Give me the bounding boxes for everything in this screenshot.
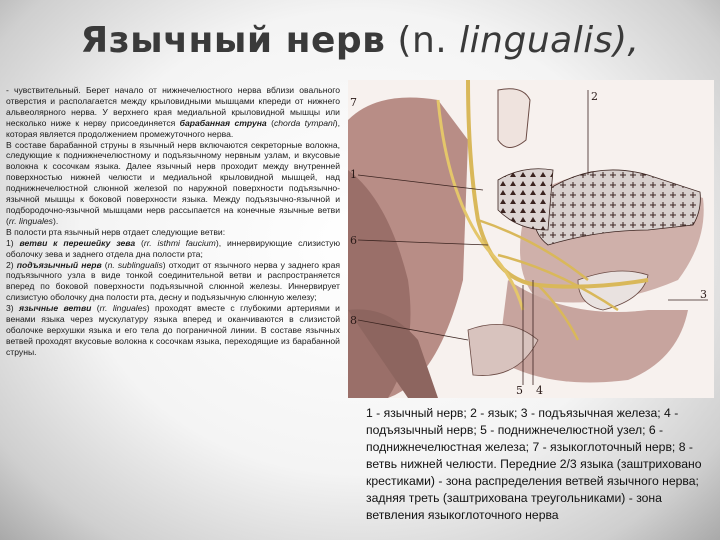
p5-num: 2) bbox=[6, 259, 17, 270]
paragraph-6 bbox=[6, 303, 340, 358]
p1-latin: chorda tympani bbox=[273, 117, 335, 128]
anatomy-illustration bbox=[348, 80, 714, 398]
p6-paren: ( bbox=[91, 303, 100, 314]
p6-num: 3) bbox=[6, 303, 20, 314]
p1-term: барабанная струна bbox=[179, 117, 267, 128]
p5-term: подъязычный нерв bbox=[16, 259, 102, 270]
label-4: 4 bbox=[536, 384, 543, 397]
title-latin: lingualis), bbox=[459, 20, 640, 61]
paragraph-4 bbox=[6, 238, 340, 260]
p1-tail: ), которая является продолжением промежуточного нерва. bbox=[6, 117, 340, 139]
label-6: 6 bbox=[350, 234, 357, 247]
figure-caption: 1 - язычный нерв; 2 - язык; 3 - подъязычная железа; 4 - подъязычный нерв; 5 - поднижнечелюстной узел; 6 - поднижнечелюстная железа; 7 - языкоглоточный нерв; 8 - ветвь нижней челюсти. Передние 2/3 языка (заштриховано крестиками) - зона распределения ветвей язычного нерва; задняя треть (заштрихована треугольниками) - зона ветвления языкоглоточного нерва bbox=[366, 406, 702, 522]
lingual-nerve-drawing bbox=[348, 80, 714, 398]
title-main: Язычный нерв bbox=[80, 20, 386, 61]
p1-text: - чувствительный. Берет начало от нижнечелюстного нерва вблизи овального отверстия и располагается между крыловидными мышцами кпереди от нижнего альвеолярного нерва. У верхнего края медиальной крыловидной мышцы или несколько ниже к нерву присоединяется bbox=[6, 85, 340, 128]
label-2: 2 bbox=[591, 90, 598, 103]
p5-paren: ( bbox=[101, 259, 108, 270]
p4-paren: ( bbox=[135, 237, 144, 248]
p6-term: язычные ветви bbox=[19, 303, 92, 314]
label-3: 3 bbox=[700, 288, 707, 301]
p4-latin: rr. isthmi faucium bbox=[143, 237, 216, 248]
p4-tail: ), иннервирующие слизистую оболочку зева и заднего отдела дна полости рта; bbox=[6, 237, 341, 259]
p5-latin: n. sublingualis bbox=[107, 259, 163, 270]
title-paren: (n. bbox=[385, 20, 460, 61]
p1-paren: ( bbox=[266, 117, 274, 128]
p6-tail: ) проходят вместе с глубокими артериями и венами языка через мускулатуру языка вперед и оканчиваются в слизистой оболочке верхушки языка и его тела до пограничной линии. В составе язычных ветвей проходят вкусовые волокна к сосочкам языка, переходящие из барабанной струны. bbox=[6, 303, 340, 357]
paragraph-2 bbox=[6, 140, 340, 227]
p2-text: В составе барабанной струны в язычный нерв включаются секреторные волокна, следующие к поднижнечелюстному и подъязычному нервным узлам, и вкусовые волокна к сосочкам языка. Далее язычный нерв проходит между внутренней поверхностью нижней челюсти и медиальной крыловидной мышцей, над поднижнечелюстной слюнной железой по наружной поверхности подъязычно-язычной мышцы к боковой поверхности языка. Между подъязычно-язычной и подбородочно-язычной мышцами нерв рассыпается на конечные язычные ветви ( bbox=[6, 139, 340, 226]
p2-tail: ). bbox=[52, 215, 59, 226]
p2-latin: rr. linguales bbox=[8, 215, 53, 226]
body-text bbox=[6, 85, 340, 358]
label-8: 8 bbox=[350, 314, 357, 327]
p6-latin: rr. linguales bbox=[99, 303, 147, 314]
paragraph-5 bbox=[6, 260, 340, 304]
label-5: 5 bbox=[516, 384, 523, 397]
styloid-process bbox=[498, 89, 530, 148]
p4-num: 1) bbox=[6, 237, 20, 248]
slide-title bbox=[0, 20, 720, 61]
paragraph-3: В полости рта язычный нерв отдает следующие ветви: bbox=[6, 226, 226, 237]
label-1: 1 bbox=[350, 168, 357, 181]
p4-term: ветви к перешейку зева bbox=[19, 237, 136, 248]
label-7: 7 bbox=[350, 96, 357, 109]
paragraph-1 bbox=[6, 85, 340, 140]
p5-tail: ) отходит от язычного нерва у заднего края подъязычного узла в виде тонкой соединительной ветви и распространяется вперед по боковой поверхности подъязычной слюнной железы. Иннервирует слизистую оболочку дна полости рта, десну и подъязычную слюнную железу; bbox=[6, 259, 341, 303]
